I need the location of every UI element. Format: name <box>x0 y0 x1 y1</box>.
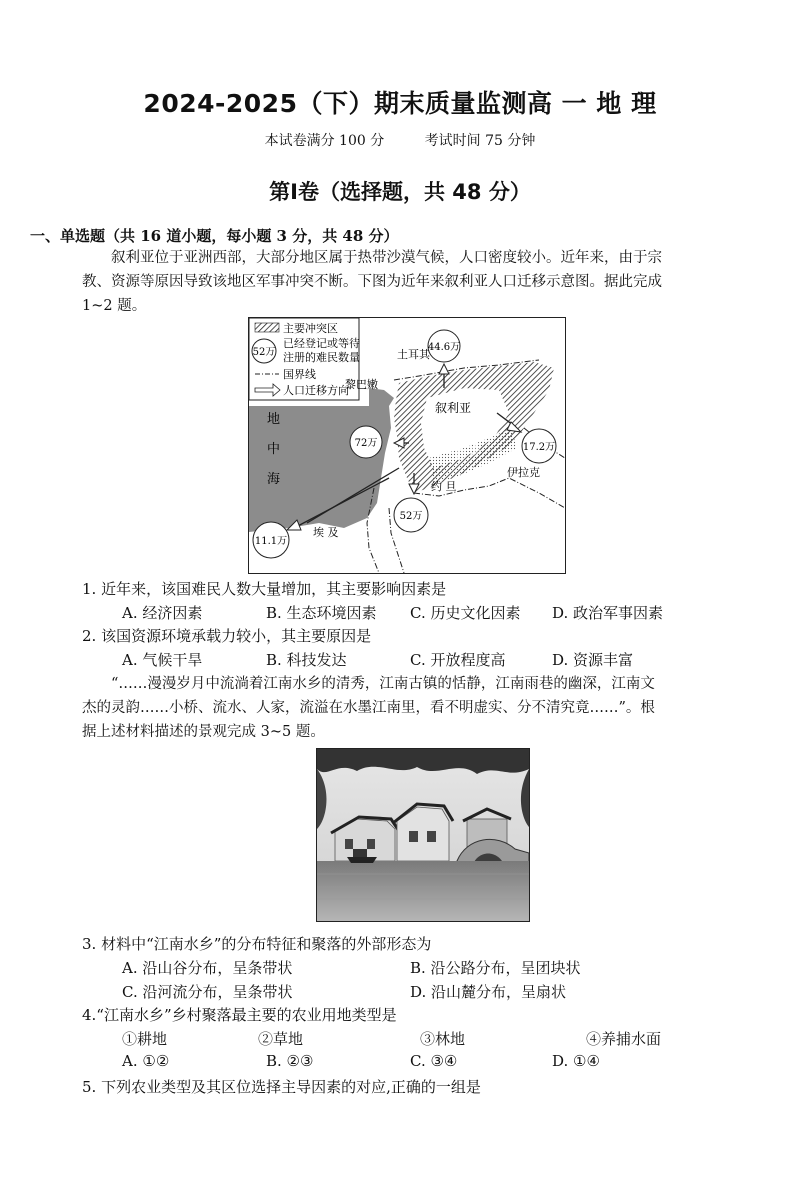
q4-item-3: ③林地 <box>420 1030 466 1048</box>
q2-option-c: C. 开放程度高 <box>410 651 506 669</box>
question-4-stem: 4.“江南水乡”乡村聚落最主要的农业用地类型是 <box>82 1006 397 1024</box>
syria-migration-map <box>248 317 566 574</box>
q3-option-b: B. 沿公路分布，呈团块状 <box>410 959 581 977</box>
refugees-egypt: 11.1万 <box>254 536 288 547</box>
question-2-stem: 2. 该国资源环境承载力较小，其主要原因是 <box>82 627 372 645</box>
refugees-iraq: 17.2万 <box>522 442 556 453</box>
legend-conflict: 主要冲突区 <box>283 322 338 335</box>
question-3-stem: 3. 材料中“江南水乡”的分布特征和聚落的外部形态为 <box>82 935 432 953</box>
passage-syria <box>82 246 722 318</box>
passage-line: 据上述材料描述的景观完成 3~5 题。 <box>82 724 325 740</box>
q4-option-d: D. ①④ <box>552 1052 600 1070</box>
label-syria: 叙利亚 <box>435 401 472 415</box>
q2-option-a: A. 气候干旱 <box>122 651 203 669</box>
q4-item-1: ①耕地 <box>122 1030 168 1048</box>
exam-info <box>0 130 800 150</box>
refugees-turkey: 44.6万 <box>427 342 461 353</box>
label-desert: 沙 漠 <box>453 442 483 463</box>
q2-option-d: D. 资源丰富 <box>552 651 634 669</box>
label-turkey: 土耳其 <box>397 348 430 361</box>
question-5-stem: 5. 下列农业类型及其区位选择主导因素的对应,正确的一组是 <box>82 1078 481 1096</box>
question-1-stem: 1. 近年来，该国难民人数大量增加，其主要影响因素是 <box>82 580 447 598</box>
label-sea-3: 海 <box>267 472 281 487</box>
q3-option-c: C. 沿河流分布，呈条带状 <box>122 983 293 1001</box>
label-sea-1: 地 <box>267 412 281 427</box>
label-iraq: 伊拉克 <box>507 466 540 479</box>
passage-jiangnan <box>82 672 722 744</box>
section-heading: 一、单选题（共 16 道小题，每小题 3 分，共 48 分） <box>30 227 399 245</box>
passage-line: 杰的灵韵……小桥、流水、人家，流溢在水墨江南里，看不明虚实、分不清究竟……”。根 <box>82 700 655 716</box>
refugees-jordan: 52万 <box>399 511 423 522</box>
passage-line: 1~2 题。 <box>82 298 147 314</box>
water-town-graphic <box>317 749 529 921</box>
label-jordan: 约 旦 <box>431 480 457 493</box>
q4-option-c: C. ③④ <box>410 1052 458 1070</box>
passage-line: 叙利亚位于亚洲西部，大部分地区属于热带沙漠气候，人口密度较小。近年来，由于宗 <box>111 250 662 266</box>
water-town-photo <box>316 748 530 922</box>
label-sea-2: 中 <box>267 442 281 457</box>
refugees-lebanon: 72万 <box>354 438 378 449</box>
part-title: 第Ⅰ卷（选择题，共 48 分） <box>269 180 531 204</box>
q1-option-d: D. 政治军事因素 <box>552 604 664 622</box>
q4-item-2: ②草地 <box>258 1030 304 1048</box>
q4-option-b: B. ②③ <box>266 1052 314 1070</box>
legend-border: 国界线 <box>283 368 316 381</box>
q4-item-4: ④养捕水面 <box>586 1030 662 1048</box>
q3-option-d: D. 沿山麓分布，呈扇状 <box>410 983 567 1001</box>
q1-option-a: A. 经济因素 <box>122 604 203 622</box>
exam-title: 2024-2025（下）期末质量监测高 一 地 理 <box>143 89 657 118</box>
q4-option-a: A. ①② <box>122 1052 170 1070</box>
legend-migration: 人口迁移方向 <box>283 384 349 397</box>
legend-sample-value: 52万 <box>252 347 276 358</box>
label-egypt: 埃 及 <box>313 526 339 539</box>
full-score: 本试卷满分 100 分 <box>264 133 385 149</box>
legend-refugee-1: 已经登记或等待 <box>283 337 360 350</box>
q3-option-a: A. 沿山谷分布，呈条带状 <box>122 959 293 977</box>
passage-line: 教、资源等原因导致该地区军事冲突不断。下图为近年来叙利亚人口迁移示意图。据此完成 <box>82 274 662 290</box>
passage-line: “……漫漫岁月中流淌着江南水乡的清秀，江南古镇的恬静，江南雨巷的幽深，江南文 <box>111 676 655 692</box>
q1-option-b: B. 生态环境因素 <box>266 604 377 622</box>
exam-time: 考试时间 75 分钟 <box>424 133 536 149</box>
label-lebanon: 黎巴嫩 <box>345 378 378 391</box>
legend-refugee-2: 注册的难民数量 <box>283 351 360 364</box>
map-graphic <box>249 318 565 573</box>
q2-option-b: B. 科技发达 <box>266 651 347 669</box>
q1-option-c: C. 历史文化因素 <box>410 604 521 622</box>
